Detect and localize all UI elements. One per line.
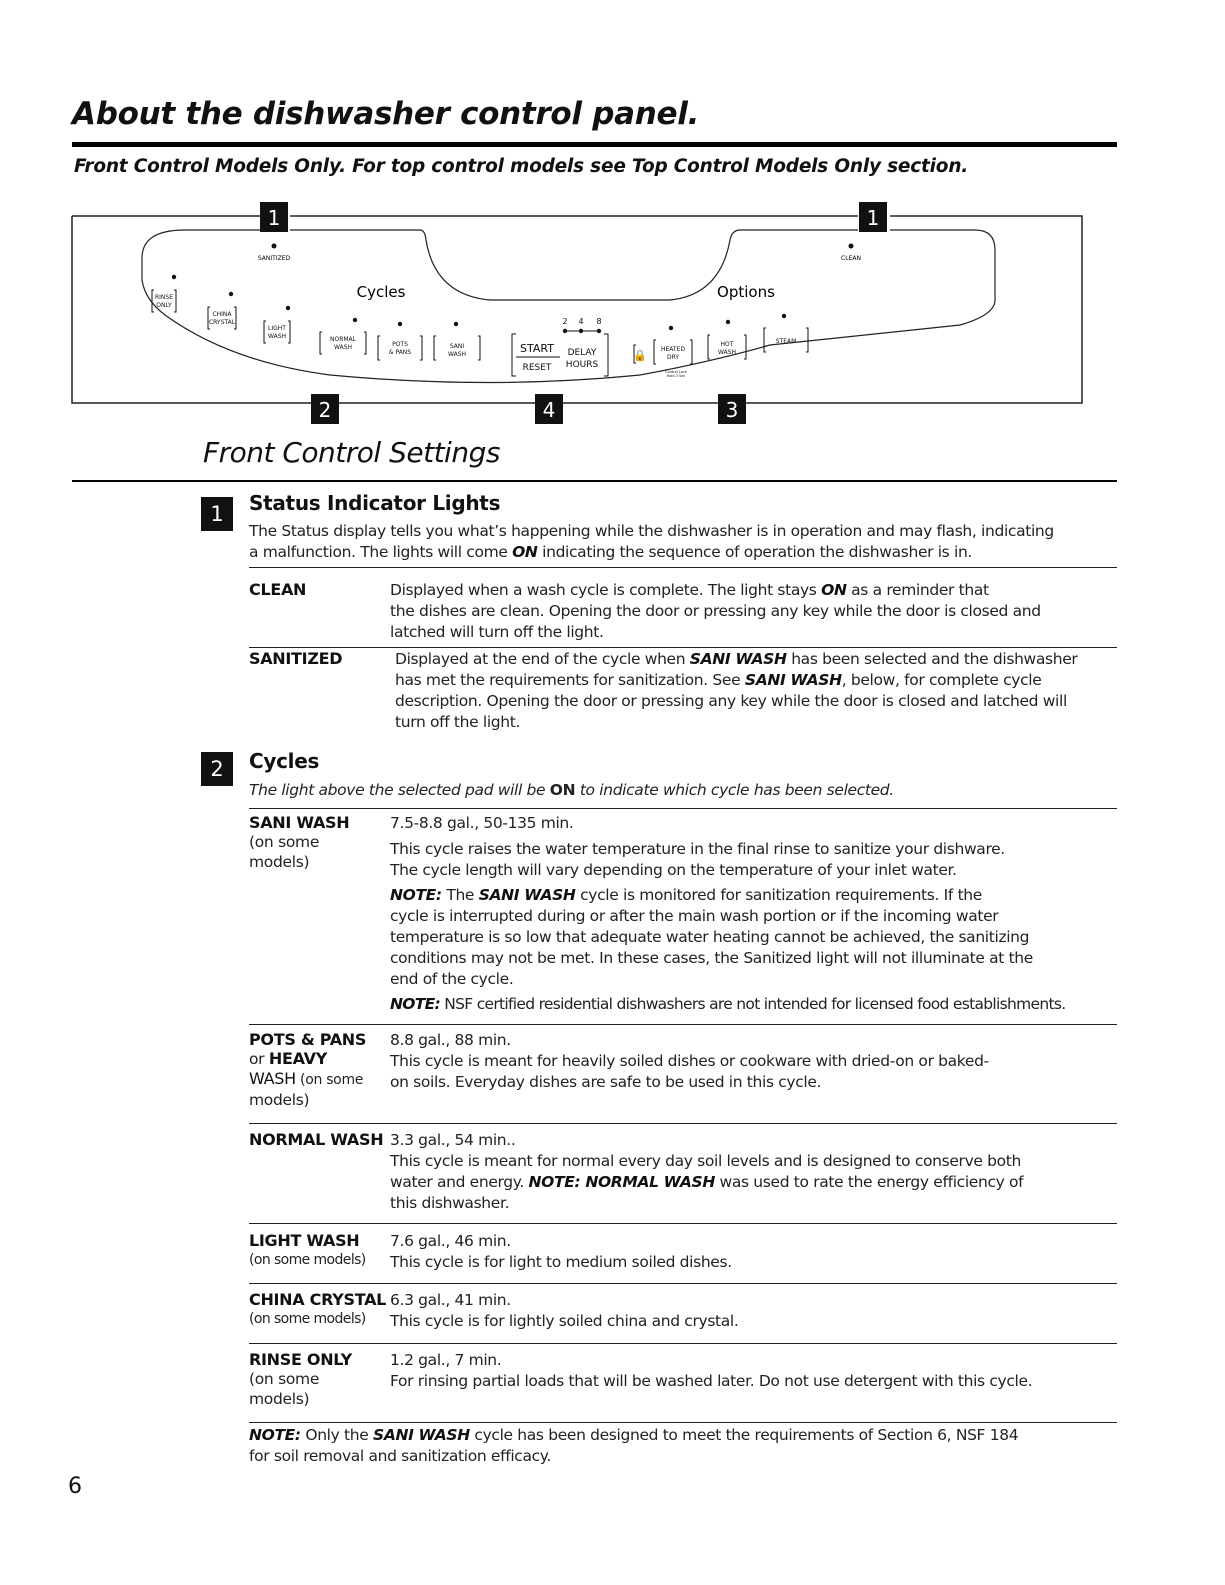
- svg-text:Hold 3 Sec: Hold 3 Sec: [666, 374, 686, 378]
- china-crystal-button[interactable]: [208, 292, 236, 329]
- svg-text:& PANS: & PANS: [388, 349, 412, 356]
- section-1-badge: 1: [201, 497, 233, 531]
- section-2-intro: The light above the selected pad will be ON to indicate which cycle has been selected.: [249, 781, 894, 799]
- svg-text:🔒: 🔒: [633, 349, 647, 362]
- pots-pans-button[interactable]: [378, 322, 422, 360]
- svg-text:HEATED: HEATED: [660, 346, 686, 353]
- lock-icon[interactable]: [633, 345, 647, 363]
- cycles-label: Cycles: [356, 283, 406, 301]
- desc-normal-wash: 3.3 gal., 54 min.. This cycle is meant for normal every day soil levels and is designed to conserve both water and energy. NOTE: NORMAL WASH was used to rate the energy efficiency of this dishwasher.: [390, 1131, 1024, 1212]
- callout-options: [718, 394, 746, 424]
- svg-text:STEAM: STEAM: [775, 338, 797, 345]
- svg-text:8: 8: [596, 317, 602, 326]
- page-title: About the dishwasher control panel.: [72, 96, 700, 132]
- term-sanitized: SANITIZED: [249, 649, 343, 668]
- desc-clean: Displayed when a wash cycle is complete. The light stays ON as a reminder that the dishes are clean. Opening the door or pressing any key while the door is closed and latched will turn off the light.: [390, 581, 1041, 641]
- delay-hours-button[interactable]: [566, 334, 608, 376]
- divider: [249, 1283, 1117, 1284]
- callout-cycles: [311, 394, 339, 424]
- settings-title: Front Control Settings: [203, 436, 500, 469]
- svg-text:CHINA: CHINA: [212, 311, 232, 318]
- term-sani-wash: SANI WASH (on some models): [249, 813, 350, 871]
- svg-text:DELAY: DELAY: [567, 348, 597, 358]
- callout-status-left: [260, 202, 288, 232]
- section-1-intro: The Status display tells you what’s happening while the dishwasher is in operation and may flash, indicating a malfunction. The lights will come ON indicating the sequence of operation the dishwasher is in.: [249, 522, 1054, 561]
- desc-light-wash: 7.6 gal., 46 min. This cycle is for light to medium soiled dishes.: [390, 1232, 732, 1271]
- desc-sanitized: Displayed at the end of the cycle when SANI WASH has been selected and the dishwasher has met the requirements for sanitization. See SANI WASH, below, for complete cycle description. Opening the door or pressing any key while the door is closed and latched will turn off the light.: [395, 650, 1078, 731]
- divider: [249, 808, 1117, 809]
- desc-sani-wash: 7.5-8.8 gal., 50-135 min. This cycle raises the water temperature in the final rinse to sanitize your dishware. The cycle length will vary depending on the temperature of your inlet water. NOTE: The SANI WASH cycle is monitored for sanitization requirements. If the cycle is interrupted during or after the main wash portion or if the incoming water temperature is so low that adequate water heating cannot be achieved, the sanitizing conditions may not be met. In these cases, the Sanitized light will not illuminate at the end of the cycle. NOTE: NSF certified residential dishwashers are not intended for licensed food establishments.: [390, 814, 1066, 1013]
- final-note: NOTE: Only the SANI WASH cycle has been designed to meet the requirements of Section 6, NSF 184 for soil removal and sanitization efficacy.: [249, 1426, 1019, 1465]
- start-reset-button[interactable]: [512, 334, 560, 376]
- term-normal-wash: NORMAL WASH: [249, 1130, 384, 1149]
- panel-frame: [72, 216, 1082, 403]
- heated-dry-button[interactable]: [654, 326, 692, 378]
- delay-hours-indicators: [562, 317, 601, 333]
- settings-rule: [72, 480, 1117, 482]
- steam-button[interactable]: [764, 314, 808, 352]
- svg-text:WASH: WASH: [333, 344, 353, 351]
- divider: [249, 1422, 1117, 1423]
- term-china-crystal: CHINA CRYSTAL (on some models): [249, 1290, 387, 1327]
- clean-label: CLEAN: [841, 255, 861, 262]
- term-pots-pans: POTS & PANS or HEAVY WASH (on some models): [249, 1030, 367, 1109]
- section-1-heading: Status Indicator Lights: [249, 491, 501, 515]
- svg-text:2: 2: [318, 398, 332, 422]
- desc-rinse-only: 1.2 gal., 7 min. For rinsing partial loads that will be washed later. Do not use detergent with this cycle.: [390, 1351, 1033, 1390]
- term-rinse-only: RINSE ONLY (on some models): [249, 1350, 352, 1408]
- svg-text:SANI: SANI: [449, 343, 465, 350]
- control-panel-diagram: [70, 200, 1090, 435]
- svg-text:WASH: WASH: [447, 351, 467, 358]
- svg-text:RESET: RESET: [522, 363, 552, 373]
- desc-pots-pans: 8.8 gal., 88 min. This cycle is meant for heavily soiled dishes or cookware with dried-on or baked- on soils. Everyday dishes are safe to be used in this cycle.: [390, 1031, 989, 1091]
- term-light-wash: LIGHT WASH (on some models): [249, 1231, 366, 1268]
- svg-text:HOURS: HOURS: [565, 360, 599, 370]
- normal-wash-button[interactable]: [320, 318, 366, 354]
- desc-china-crystal: 6.3 gal., 41 min. This cycle is for lightly soiled china and crystal.: [390, 1291, 739, 1330]
- svg-text:1: 1: [866, 206, 880, 230]
- svg-text:3: 3: [725, 398, 739, 422]
- rinse-only-button[interactable]: [152, 275, 176, 312]
- divider: [249, 1343, 1117, 1344]
- divider: [249, 647, 1117, 648]
- divider: [249, 1024, 1117, 1025]
- svg-text:Control Lock: Control Lock: [665, 370, 687, 374]
- term-clean: CLEAN: [249, 580, 307, 599]
- section-2-badge: 2: [201, 752, 233, 786]
- divider: [249, 567, 1117, 568]
- divider: [249, 1123, 1117, 1124]
- svg-text:RINSE: RINSE: [154, 294, 174, 301]
- svg-text:HOT: HOT: [720, 341, 734, 348]
- options-label: Options: [717, 283, 775, 301]
- sani-wash-button[interactable]: [434, 322, 480, 360]
- page-subtitle: Front Control Models Only. For top control models see Top Control Models Only section.: [74, 156, 969, 177]
- page-number: 6: [68, 1474, 82, 1499]
- clean-light: [849, 244, 854, 249]
- light-wash-button[interactable]: [264, 306, 290, 343]
- divider: [249, 1223, 1117, 1224]
- svg-text:WASH: WASH: [717, 349, 737, 356]
- svg-text:1: 1: [267, 206, 281, 230]
- callout-status-right: [859, 202, 887, 232]
- title-rule: [72, 142, 1117, 147]
- svg-text:DRY: DRY: [666, 354, 680, 361]
- callout-delay: [535, 394, 563, 424]
- svg-text:NORMAL: NORMAL: [329, 336, 357, 343]
- sanitized-light: [272, 244, 277, 249]
- sanitized-label: SANITIZED: [257, 255, 291, 262]
- svg-text:2: 2: [562, 317, 568, 326]
- svg-text:START: START: [520, 342, 554, 355]
- svg-text:4: 4: [578, 317, 584, 326]
- svg-text:LIGHT: LIGHT: [268, 325, 286, 332]
- svg-text:WASH: WASH: [267, 333, 287, 340]
- svg-text:ONLY: ONLY: [156, 302, 172, 309]
- svg-text:POTS: POTS: [392, 341, 408, 348]
- section-2-heading: Cycles: [249, 749, 320, 773]
- svg-text:CRYSTAL: CRYSTAL: [208, 319, 236, 326]
- svg-text:4: 4: [542, 398, 556, 422]
